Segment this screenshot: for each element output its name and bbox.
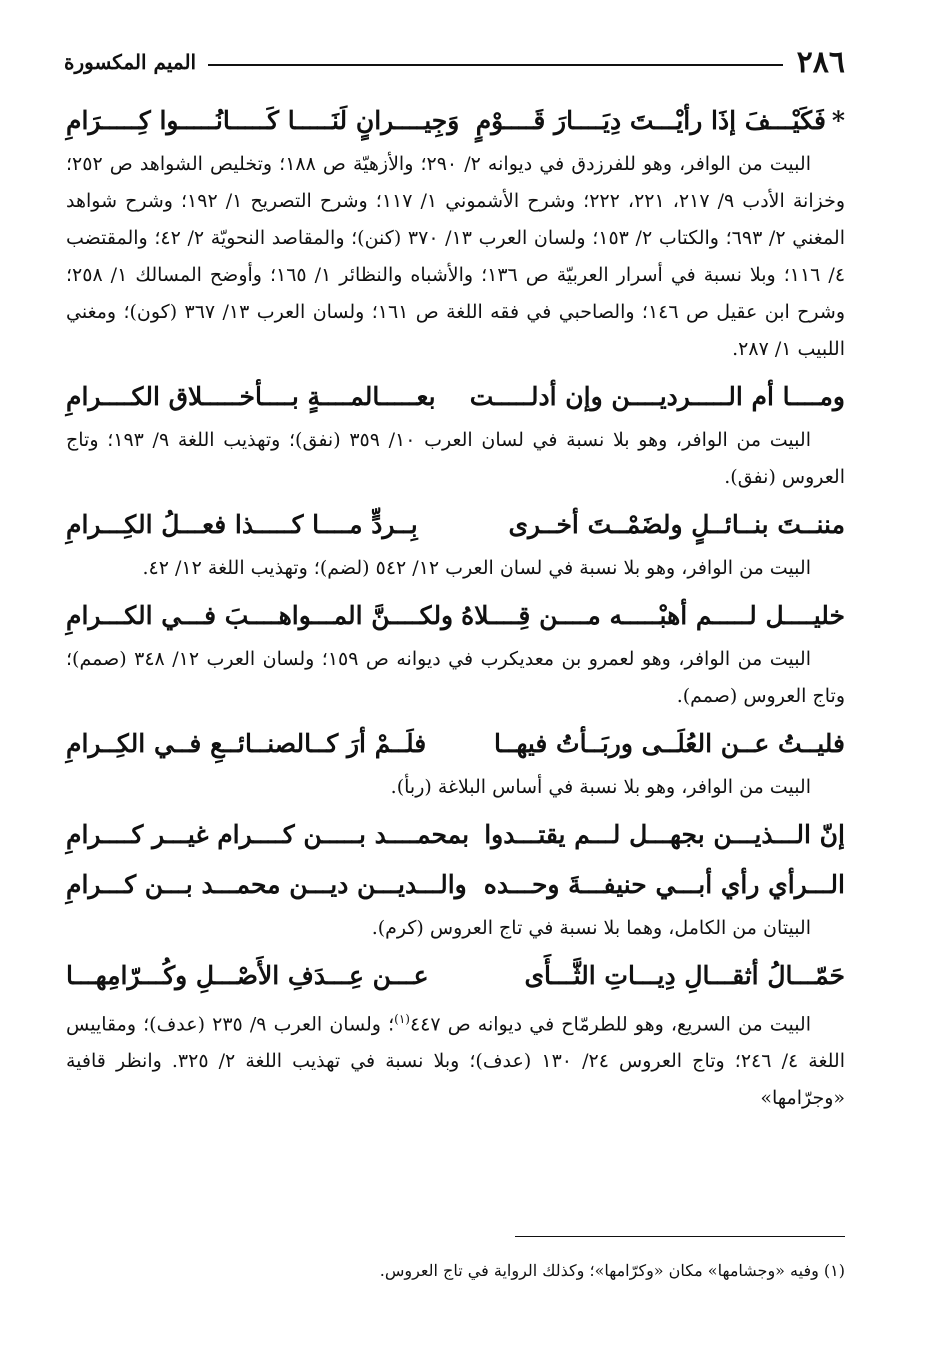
- verse-commentary: البيت من الوافر، وهو بلا نسبة في أساس البلاغة (ربأ).: [390, 776, 811, 798]
- verse-first-hemistich: حَمّـــالُ أثقـــالِ دِيـــاتِ الثَّـــأَى: [524, 961, 845, 990]
- verse-second-hemistich: والـــديـــن ديـــن محمـــد بـــن كـــرامِ: [66, 870, 467, 899]
- verse-line: [66, 372, 845, 422]
- footnote-reference[interactable]: (١): [394, 1012, 410, 1026]
- verse-second-hemistich: بمحمــــد بـــــن كــــرام غيـــر كــــرامِ: [66, 820, 470, 849]
- verse-second-hemistich: فلَــمْ أرَ كــالصنــائــعِ فــي الكِــرامِ: [66, 729, 427, 758]
- verse-second-hemistich: عـــن عِـــدَفِ الأَصْـــلِ وكُـــرّامِهـــا: [66, 961, 429, 990]
- verse-commentary: البيت من الوافر، وهو للفرزدق في ديوانه ٢/ ٢٩٠؛ والأزهيّة ص ١٨٨؛ وتخليص الشواهد ص ٢٥٢؛ وخزانة الأدب ٩/ ٢١٧، ٢٢١، ٢٢٢؛ وشرح الأشموني ١/ ١١٧؛ وشرح التصريح ١/ ١٩٢؛ وشرح شواهد المغني ٢/ ٦٩٣؛ والكتاب ٢/ ١٥٣؛ ولسان العرب ١٣/ ٣٧٠ (كنن)؛ والمقاصد النحويّة ٢/ ٤٢؛ والمقتضب ٤/ ١١٦؛ وبلا نسبة في أسرار العربيّة ص ١٣٦؛ والأشباه والنظائر ١/ ١٦٥؛ وأوضح المسالك ١/ ٢٥٨؛ وشرح ابن عقيل ص ١٤٦؛ والصاحبي في فقه اللغة ص ١٦١؛ ولسان العرب ١٣/ ٣٦٧ (كون)؛ ومغني اللبيب ١/ ٢٨٧.: [66, 153, 846, 360]
- verse-line: [66, 810, 845, 860]
- verse-first-hemistich: مننــتَ بنــائــلٍ ولضَمْــتَ أخــرى: [508, 510, 845, 539]
- verse-line: [66, 500, 845, 550]
- page-number: ٢٨٦: [796, 44, 845, 80]
- header-rule: [208, 64, 783, 66]
- page-content: [66, 96, 845, 1121]
- verse-commentary: البيت من الوافر، وهو بلا نسبة في لسان العرب ١٠/ ٣٥٩ (نفق)؛ وتهذيب اللغة ٩/ ١٩٣؛ وتاج العروس (نفق).: [66, 429, 845, 488]
- verse-second-hemistich: بِــردٍّ مــــا كـــــذا فعـــلُ الكِـــرامِ: [66, 510, 418, 539]
- footnote: (١) وفيه «وجشامها» مكان «وكرّامها»؛ وكذلك الرواية في تاج العروس.: [379, 1261, 845, 1280]
- verse-first-hemistich: الـــرأي رأي أبـــي حنيفـــةَ وحـــده: [483, 870, 845, 899]
- verse-first-hemistich: فليــتُ عــن العُلَــى وربَــأتُ فيهــا: [494, 729, 845, 758]
- page-header: [64, 44, 845, 80]
- verse-line: [66, 719, 845, 769]
- verse-commentary: البيتان من الكامل، وهما بلا نسبة في تاج العروس (كرم).: [371, 917, 811, 939]
- verse-first-hemistich: إنّ الـــذيـــن بجهـــل لـــم يقتـــدوا: [484, 820, 845, 849]
- verse-line: [66, 96, 845, 146]
- verse-first-hemistich: ومــــا أم الـــــرديــــن وإن أدلـــــت: [469, 382, 845, 411]
- verse-first-hemistich: خليــــل لـــــم أهبْـــــه مــــن قِــــلاهُ: [461, 601, 845, 630]
- verse-commentary: البيت من الوافر، وهو بلا نسبة في لسان العرب ١٢/ ٥٤٢ (لضم)؛ وتهذيب اللغة ١٢/ ٤٢.: [142, 557, 811, 579]
- verse-marker: *: [831, 106, 845, 135]
- verse-first-hemistich: *فَكَيْـــفَ إذَا رأيْـــتَ دِيَــــارَ قَــــوْمٍ: [475, 106, 845, 135]
- verse-second-hemistich: بعـــــالمــــةٍ بــــأخـــــلاق الكــــرامِ: [66, 382, 436, 411]
- verse-second-hemistich: ولكــــنَّ المـــواهــــبَ فـــي الكـــرامِ: [66, 601, 454, 630]
- verse-second-hemistich: وَجِيــــرانٍ لَنَـــــا كَـــــانُـــــوا كِـــــرَامِ: [66, 106, 460, 135]
- running-title: الميم المكسورة: [64, 50, 197, 74]
- verse-line: [66, 591, 845, 641]
- verse-commentary: البيت من الوافر، وهو لعمرو بن معديكرب في ديوانه ص ١٥٩؛ ولسان العرب ١٢/ ٣٤٨ (صمم)؛ وتاج العروس (صمم).: [66, 648, 845, 707]
- verse-line: [66, 951, 845, 1001]
- verse-line: [66, 860, 845, 910]
- verse-commentary: البيت من السريع، وهو للطرمّاح في ديوانه ص ٤٤٧$^{(١)}$؛ ولسان العرب ٩/ ٢٣٥ (عدف)؛ ومقاييس اللغة ٤/ ٢٤٦؛ وتاج العروس ٢٤/ ١٣٠ (عدف)؛ وبلا نسبة في تهذيب اللغة ٢/ ٣٢٥. وانظر قافية «وجرّامها»: [66, 1012, 845, 1110]
- footnote-separator: [515, 1236, 845, 1237]
